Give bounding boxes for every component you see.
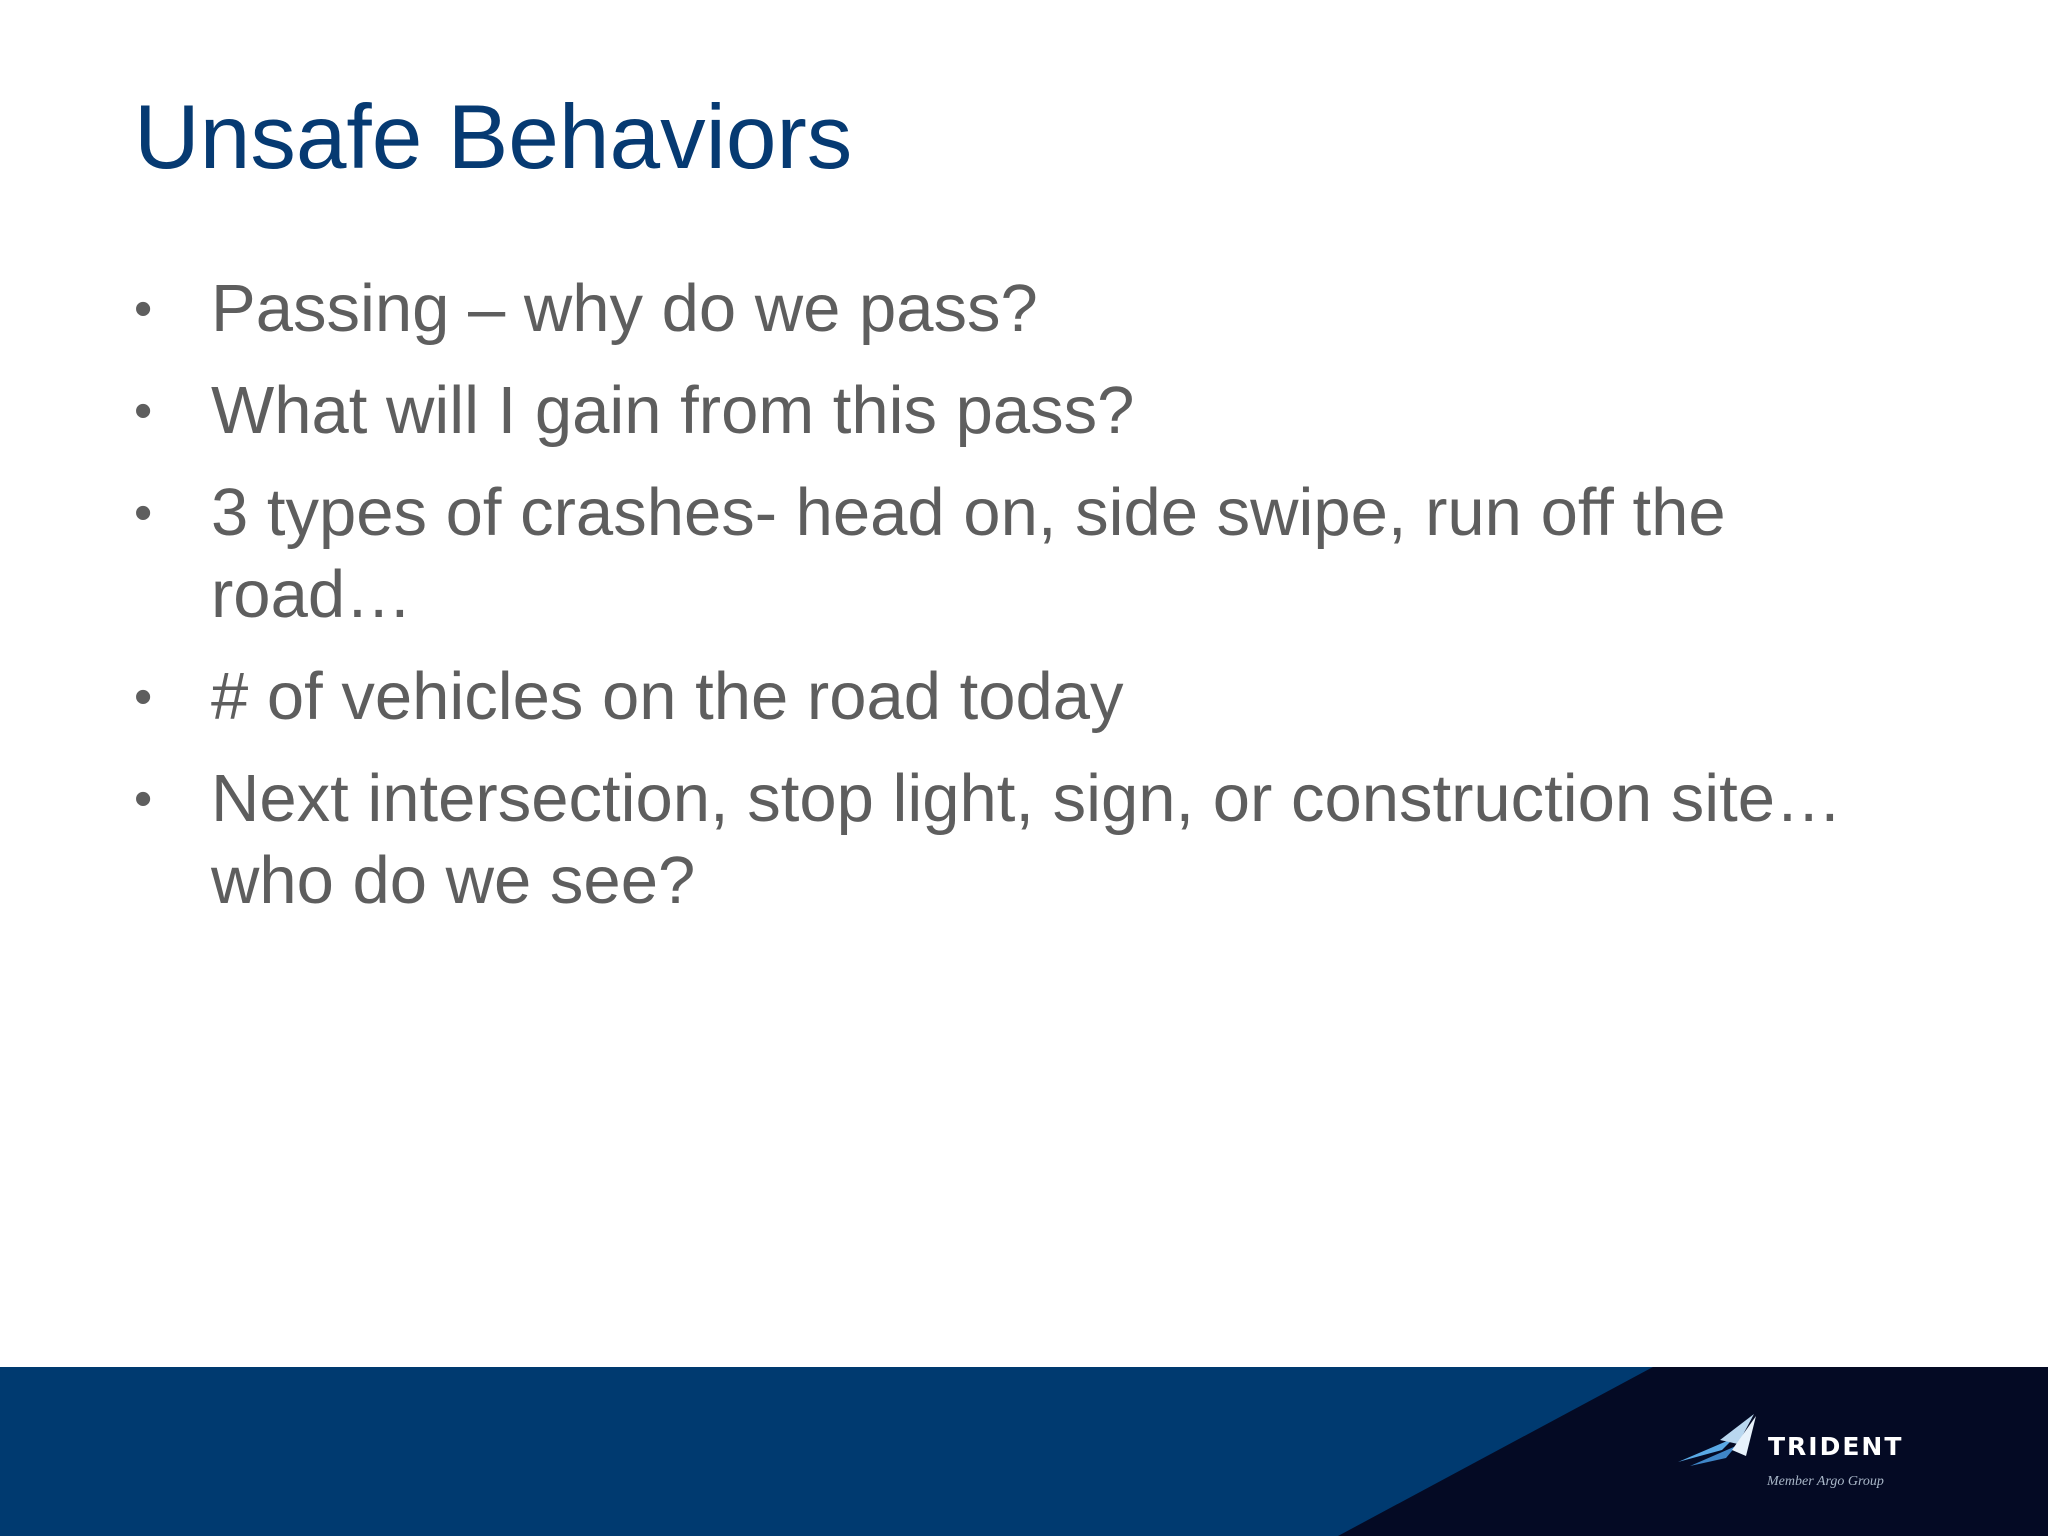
bullet-text: Passing – why do we pass? xyxy=(211,271,1038,346)
bullet-item xyxy=(134,268,1934,350)
bullet-text: What will I gain from this pass? xyxy=(211,373,1135,448)
logo-tagline: Member Argo Group xyxy=(1767,1474,1884,1489)
bullet-dot: • xyxy=(134,484,153,542)
bullet-dot: • xyxy=(134,382,153,440)
logo-name: TRIDENT xyxy=(1768,1432,1904,1461)
bullet-item xyxy=(134,758,1934,922)
trident-logo xyxy=(1676,1410,1906,1500)
bullet-text: 3 types of crashes- head on, side swipe, run off the road… xyxy=(211,475,1726,632)
bullet-list xyxy=(134,268,1934,942)
bullet-item xyxy=(134,472,1934,636)
trident-wing-logo-icon xyxy=(1676,1410,1766,1470)
slide-title: Unsafe Behaviors xyxy=(134,87,853,188)
bullet-dot: • xyxy=(134,770,153,828)
bullet-text: Next intersection, stop light, sign, or construction site… who do we see? xyxy=(211,761,1843,918)
bullet-dot: • xyxy=(134,280,153,338)
bullet-item xyxy=(134,656,1934,738)
bullet-dot: • xyxy=(134,668,153,726)
bullet-text: # of vehicles on the road today xyxy=(211,659,1124,734)
bullet-item xyxy=(134,370,1934,452)
